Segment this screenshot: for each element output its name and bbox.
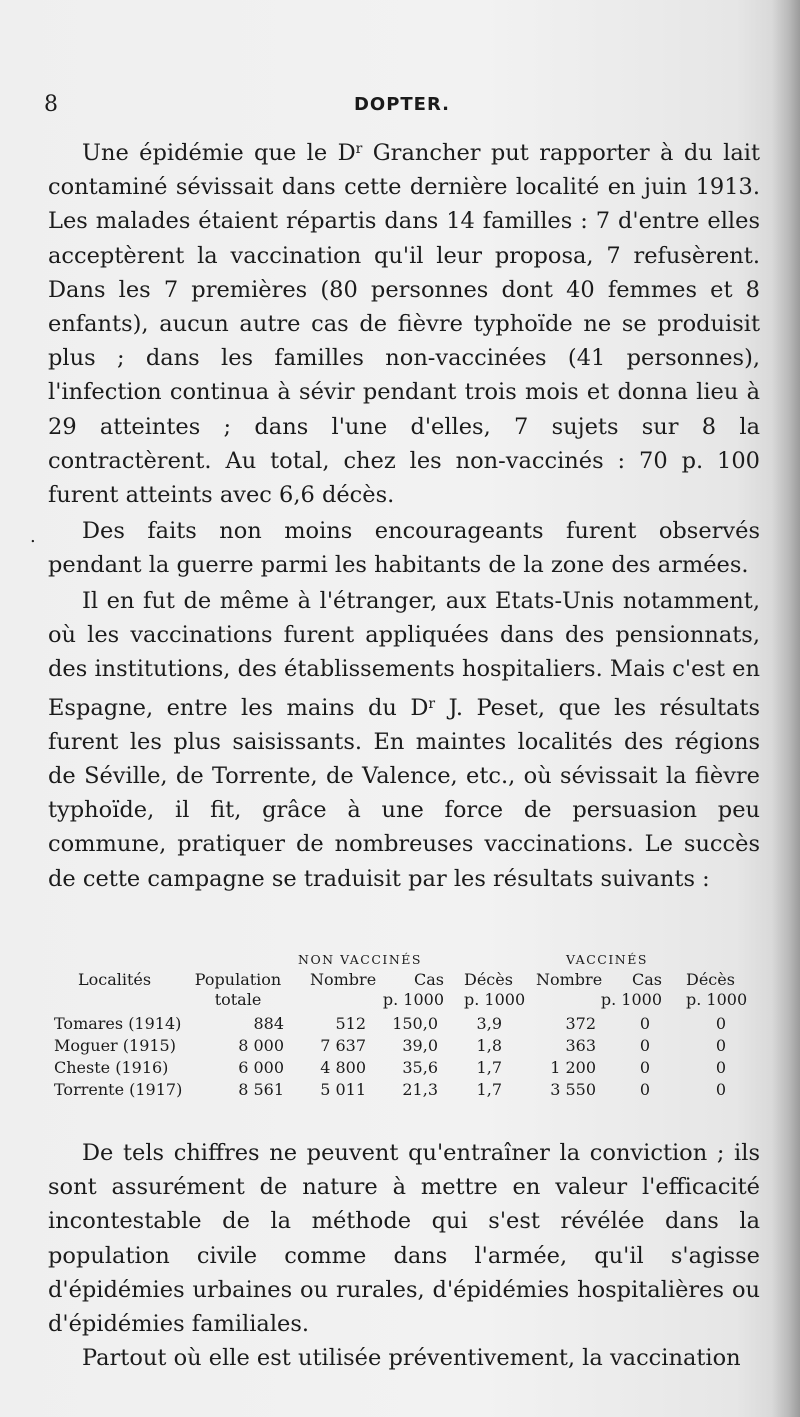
cell-nv-nombre: 512 [335,1014,366,1033]
page-number: 8 [44,92,58,117]
cell-nv-cas: 39,0 [402,1036,438,1055]
paragraph-1-text-a: Une épidémie que le D [82,140,356,166]
cell-population: 884 [253,1014,284,1033]
paragraph-5-text: Partout où elle est utilisée préventivement, la vaccination [82,1345,741,1371]
cell-v-nombre: 3 550 [550,1080,596,1099]
table-row [48,1036,768,1058]
table-row [48,1014,768,1036]
paragraph-4-text: De tels chiffres ne peuvent qu'entraîner la conviction ; ils sont assurément de nature à mettre en valeur l'efficacité incontestable de la méthode qui s'est révélée dans la population civile comme dans l'armée, qu'il s'agisse d'épidémies urbaines ou rurales, d'épidémies hospitalières ou d'épidémies familiales. [48,1140,760,1338]
running-head [44,92,760,122]
paragraph-1-text-b: Grancher put rapporter à du lait contaminé sévissait dans cette dernière localité en juin 1913. Les malades étaient répartis dans 14 familles : 7 d'entre elles acceptèrent la vaccination qu'il leur proposa, 7 refusèrent. Dans les 7 premières (80 personnes dont 40 femmes et 8 enfants), aucun autre cas de fièvre typhoïde ne se produisit plus ; dans les familles non-vaccinées (41 personnes), l'infection continua à sévir pendant trois mois et donna lieu à 29 atteintes ; dans l'une d'elles, 7 sujets sur 8 la contractèrent. Au total, chez les non-vaccinés : 70 p. 100 furent atteints avec 6,6 décès. [48,140,760,509]
page-edge-shadow [772,0,800,1417]
table-row [48,1080,768,1102]
col-header-population: Population totale [194,970,282,1009]
table-body [48,1014,768,1102]
cell-localite: Torrente (1917) [54,1080,183,1099]
cell-v-deces: 0 [715,1014,726,1033]
table-row [48,1058,768,1080]
cell-v-deces: 0 [715,1036,726,1055]
cell-v-cas: 0 [639,1014,650,1033]
paragraph-4 [48,1136,760,1341]
col-header-v-nombre: Nombre [536,970,603,989]
col-header-localites: Localités [78,970,152,989]
paragraph-2-text: Des faits non moins encourageants furent observés pendant la guerre parmi les habitants de la zone des armées. [48,518,760,579]
cell-nv-deces: 3,9 [476,1014,502,1033]
cell-v-cas: 0 [639,1036,650,1055]
cell-v-deces: 0 [715,1058,726,1077]
cell-population: 6 000 [238,1058,284,1077]
paragraph-5 [48,1341,760,1375]
cell-nv-cas: 35,6 [402,1058,438,1077]
cell-population: 8 561 [238,1080,284,1099]
cell-nv-cas: 21,3 [402,1080,438,1099]
margin-mark: . [30,526,36,547]
group-header-non-vaccines: NON VACCINÉS [298,952,422,967]
cell-nv-deces: 1,8 [476,1036,502,1055]
cell-localite: Tomares (1914) [54,1014,182,1033]
cell-nv-deces: 1,7 [476,1080,502,1099]
cell-nv-nombre: 7 637 [320,1036,366,1055]
paragraph-3-text-b: J. Peset, que les résultats furent les plus saisissants. En maintes localités des régions de Séville, de Torrente, de Valence, etc., où sévissait la fièvre typhoïde, il fit, grâce à une force de persuasion peu commune, pratiquer de nombreuses vaccinations. Le succès de cette campagne se traduisit par les résultats suivants : [48,694,760,892]
cell-v-nombre: 363 [565,1036,596,1055]
cell-nv-nombre: 5 011 [320,1080,366,1099]
paragraph-3 [48,584,760,896]
col-header-v-deces: Décès p. 1000 [686,970,748,1009]
cell-v-nombre: 372 [565,1014,596,1033]
cell-localite: Cheste (1916) [54,1058,169,1077]
cell-v-deces: 0 [715,1080,726,1099]
paragraph-3-text-a: Il en fut de même à l'étranger, aux Etats-Unis notamment, où les vaccinations furent appliquées dans des pensionnats, des institutions, des établissements hospitaliers. Mais c'est en Espagne, entre les mains du D [48,588,760,721]
cell-nv-cas: 150,0 [392,1014,438,1033]
cell-population: 8 000 [238,1036,284,1055]
cell-v-cas: 0 [639,1058,650,1077]
paragraph-2 [48,514,760,582]
col-header-v-cas: Cas p. 1000 [600,970,662,1009]
col-header-nv-nombre: Nombre [310,970,377,989]
cell-v-cas: 0 [639,1080,650,1099]
col-header-nv-cas: Cas p. 1000 [382,970,444,1009]
cell-localite: Moguer (1915) [54,1036,176,1055]
col-header-nv-deces: Décès p. 1000 [464,970,526,1009]
paragraph-1 [48,132,760,512]
cell-nv-deces: 1,7 [476,1058,502,1077]
superscript-r: r [355,141,363,157]
superscript-r: r [428,695,436,712]
cell-v-nombre: 1 200 [550,1058,596,1077]
cell-nv-nombre: 4 800 [320,1058,366,1077]
running-title: DOPTER. [353,94,451,115]
group-header-vaccines: VACCINÉS [566,952,648,967]
